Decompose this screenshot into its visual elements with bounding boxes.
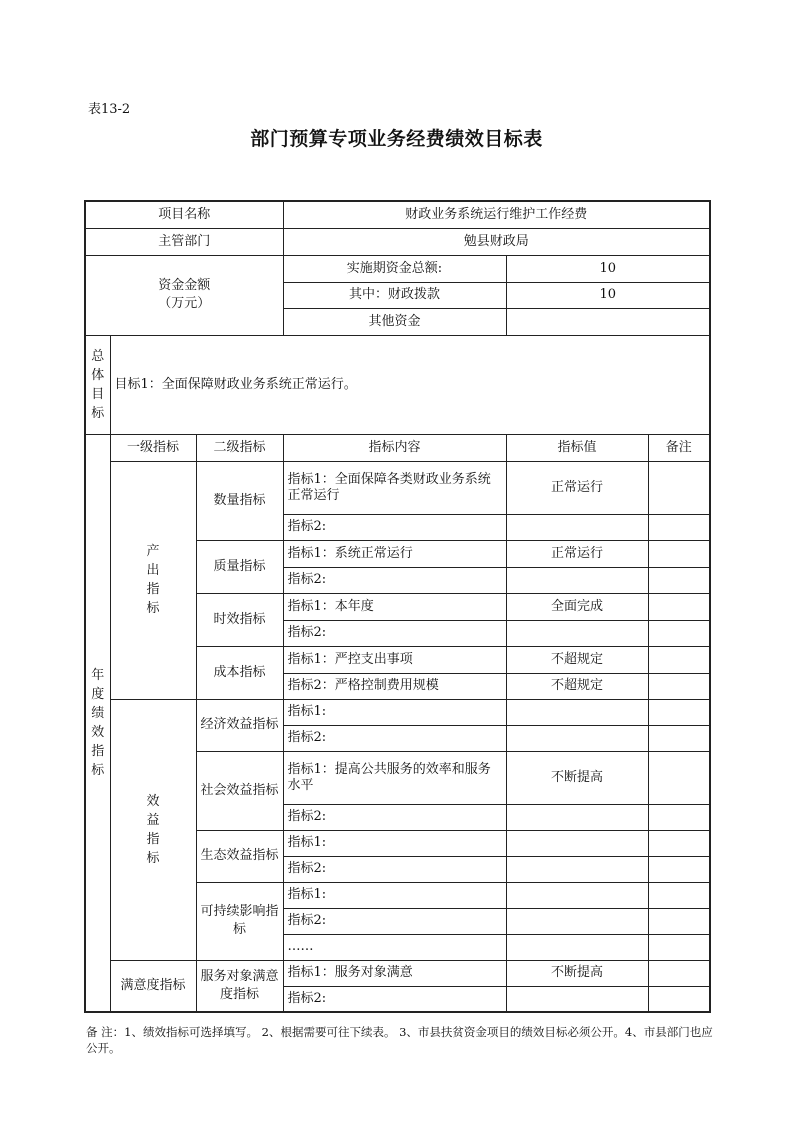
overall-target-content: 目标1：全面保障财政业务系统正常运行。	[114, 376, 357, 392]
indicator-value	[506, 830, 648, 856]
indicator-remark	[648, 804, 710, 830]
department-label: 主管部门	[85, 228, 283, 255]
indicator-value	[506, 620, 648, 646]
benefit-indicators-label	[110, 699, 196, 960]
indicator-content: 指标1：提高公共服务的效率和服务水平	[283, 751, 506, 804]
performance-target-table	[84, 200, 711, 1013]
level2-indicator-text: 数量指标	[213, 492, 266, 508]
level2-indicator	[196, 960, 283, 1012]
level2-indicator-text: 服务对象满意度指标	[200, 968, 279, 1002]
col-header-level1: 一级指标	[110, 434, 196, 461]
indicator-content: 指标1:	[283, 830, 506, 856]
indicator-content: 指标1：本年度	[283, 593, 506, 620]
document-title: 部门预算专项业务经费绩效目标表	[250, 128, 543, 150]
indicator-row	[85, 699, 710, 725]
level2-indicator	[196, 699, 283, 751]
project-name-label: 项目名称	[85, 201, 283, 228]
level2-indicator	[196, 646, 283, 699]
indicator-remark	[648, 960, 710, 986]
indicator-content: 指标2:	[283, 856, 506, 882]
output-indicators-label	[110, 461, 196, 699]
indicator-value	[506, 725, 648, 751]
indicator-value	[506, 986, 648, 1012]
level2-indicator	[196, 461, 283, 540]
table-number: 表13-2	[88, 102, 131, 117]
indicator-content: 指标2:	[283, 620, 506, 646]
indicator-value: 不超规定	[506, 673, 648, 699]
indicator-row	[85, 960, 710, 986]
benefit-indicators-label-text: 效益指标	[146, 793, 160, 866]
indicator-value: 正常运行	[506, 540, 648, 567]
col-header-level2: 二级指标	[196, 434, 283, 461]
indicator-content: 指标1：严控支出事项	[283, 646, 506, 673]
level2-indicator-text: 社会效益指标	[200, 782, 279, 798]
indicator-value	[506, 804, 648, 830]
indicator-content: 指标1：全面保障各类财政业务系统正常运行	[283, 461, 506, 514]
level2-indicator-text: 质量指标	[213, 558, 266, 574]
indicator-remark	[648, 461, 710, 514]
fiscal-funds-label: 其中：财政拨款	[283, 282, 506, 308]
indicator-value: 正常运行	[506, 461, 648, 514]
other-funds-label: 其他资金	[283, 308, 506, 335]
indicator-value	[506, 934, 648, 960]
indicator-content: 指标1：系统正常运行	[283, 540, 506, 567]
indicator-content: 指标1：服务对象满意	[283, 960, 506, 986]
total-funds-label: 实施期资金总额:	[283, 255, 506, 282]
col-header-value: 指标值	[506, 434, 648, 461]
annual-indicators-label	[85, 434, 110, 1012]
level2-indicator-text: 生态效益指标	[200, 848, 279, 863]
level2-indicator	[196, 830, 283, 882]
total-funds-value: 10	[506, 255, 710, 282]
indicator-remark	[648, 725, 710, 751]
indicator-remark	[648, 540, 710, 567]
level2-indicator	[196, 593, 283, 646]
indicator-remark	[648, 593, 710, 620]
indicator-remark	[648, 986, 710, 1012]
funds-label-text: 资金金额 （万元）	[158, 278, 211, 311]
annual-indicators-label-text: 年度绩效指标	[91, 667, 105, 778]
col-header-remark: 备注	[648, 434, 710, 461]
indicator-remark	[648, 934, 710, 960]
indicator-content: 指标2:	[283, 514, 506, 540]
level2-indicator-text: 时效指标	[213, 611, 266, 627]
indicator-remark	[648, 882, 710, 908]
indicator-value	[506, 856, 648, 882]
indicator-remark	[648, 514, 710, 540]
output-indicators-label-text: 产出指标	[146, 544, 160, 616]
col-header-content: 指标内容	[283, 434, 506, 461]
indicator-content: 指标2:	[283, 804, 506, 830]
indicator-value	[506, 567, 648, 593]
indicator-content: 指标1:	[283, 699, 506, 725]
overall-target-text	[110, 335, 710, 434]
indicator-value: 不断提高	[506, 960, 648, 986]
indicator-value	[506, 908, 648, 934]
indicator-value	[506, 699, 648, 725]
indicator-value	[506, 882, 648, 908]
indicator-remark	[648, 751, 710, 804]
funds-label	[85, 255, 283, 335]
level2-indicator	[196, 751, 283, 830]
level2-indicator	[196, 882, 283, 960]
indicator-value	[506, 514, 648, 540]
indicator-remark	[648, 673, 710, 699]
indicator-remark	[648, 646, 710, 673]
indicator-content: ……	[283, 934, 506, 960]
indicator-value: 不断提高	[506, 751, 648, 804]
level2-indicator-text: 可持续影响指标	[200, 904, 279, 937]
footnote: 备 注：1、绩效指标可选择填写。 2、根据需要可往下续表。 3、市县扶贫资金项目的绩效目标必须公开。4、市县部门也应公开。	[86, 1025, 713, 1055]
department-value: 勉县财政局	[283, 228, 710, 255]
indicator-remark	[648, 856, 710, 882]
indicator-content: 指标2:	[283, 986, 506, 1012]
level2-indicator-text: 经济效益指标	[200, 717, 279, 732]
indicator-remark	[648, 908, 710, 934]
indicator-remark	[648, 567, 710, 593]
indicator-remark	[648, 830, 710, 856]
indicator-content: 指标2：严格控制费用规模	[283, 673, 506, 699]
level2-indicator	[196, 540, 283, 593]
indicator-content: 指标1:	[283, 882, 506, 908]
level2-indicator-text: 成本指标	[213, 664, 266, 680]
overall-target-label-text: 总体目标	[91, 348, 105, 421]
indicator-remark	[648, 699, 710, 725]
satisfaction-indicators-label-text: 满意度指标	[120, 977, 186, 993]
indicator-content: 指标2:	[283, 908, 506, 934]
fiscal-funds-value: 10	[506, 282, 710, 308]
satisfaction-indicators-label	[110, 960, 196, 1012]
other-funds-value	[506, 308, 710, 335]
indicator-value: 全面完成	[506, 593, 648, 620]
indicator-remark	[648, 620, 710, 646]
indicator-row	[85, 461, 710, 514]
project-name-value: 财政业务系统运行维护工作经费	[283, 201, 710, 228]
indicator-content: 指标2:	[283, 567, 506, 593]
indicator-value: 不超规定	[506, 646, 648, 673]
indicator-content: 指标2:	[283, 725, 506, 751]
overall-target-label	[85, 335, 110, 434]
